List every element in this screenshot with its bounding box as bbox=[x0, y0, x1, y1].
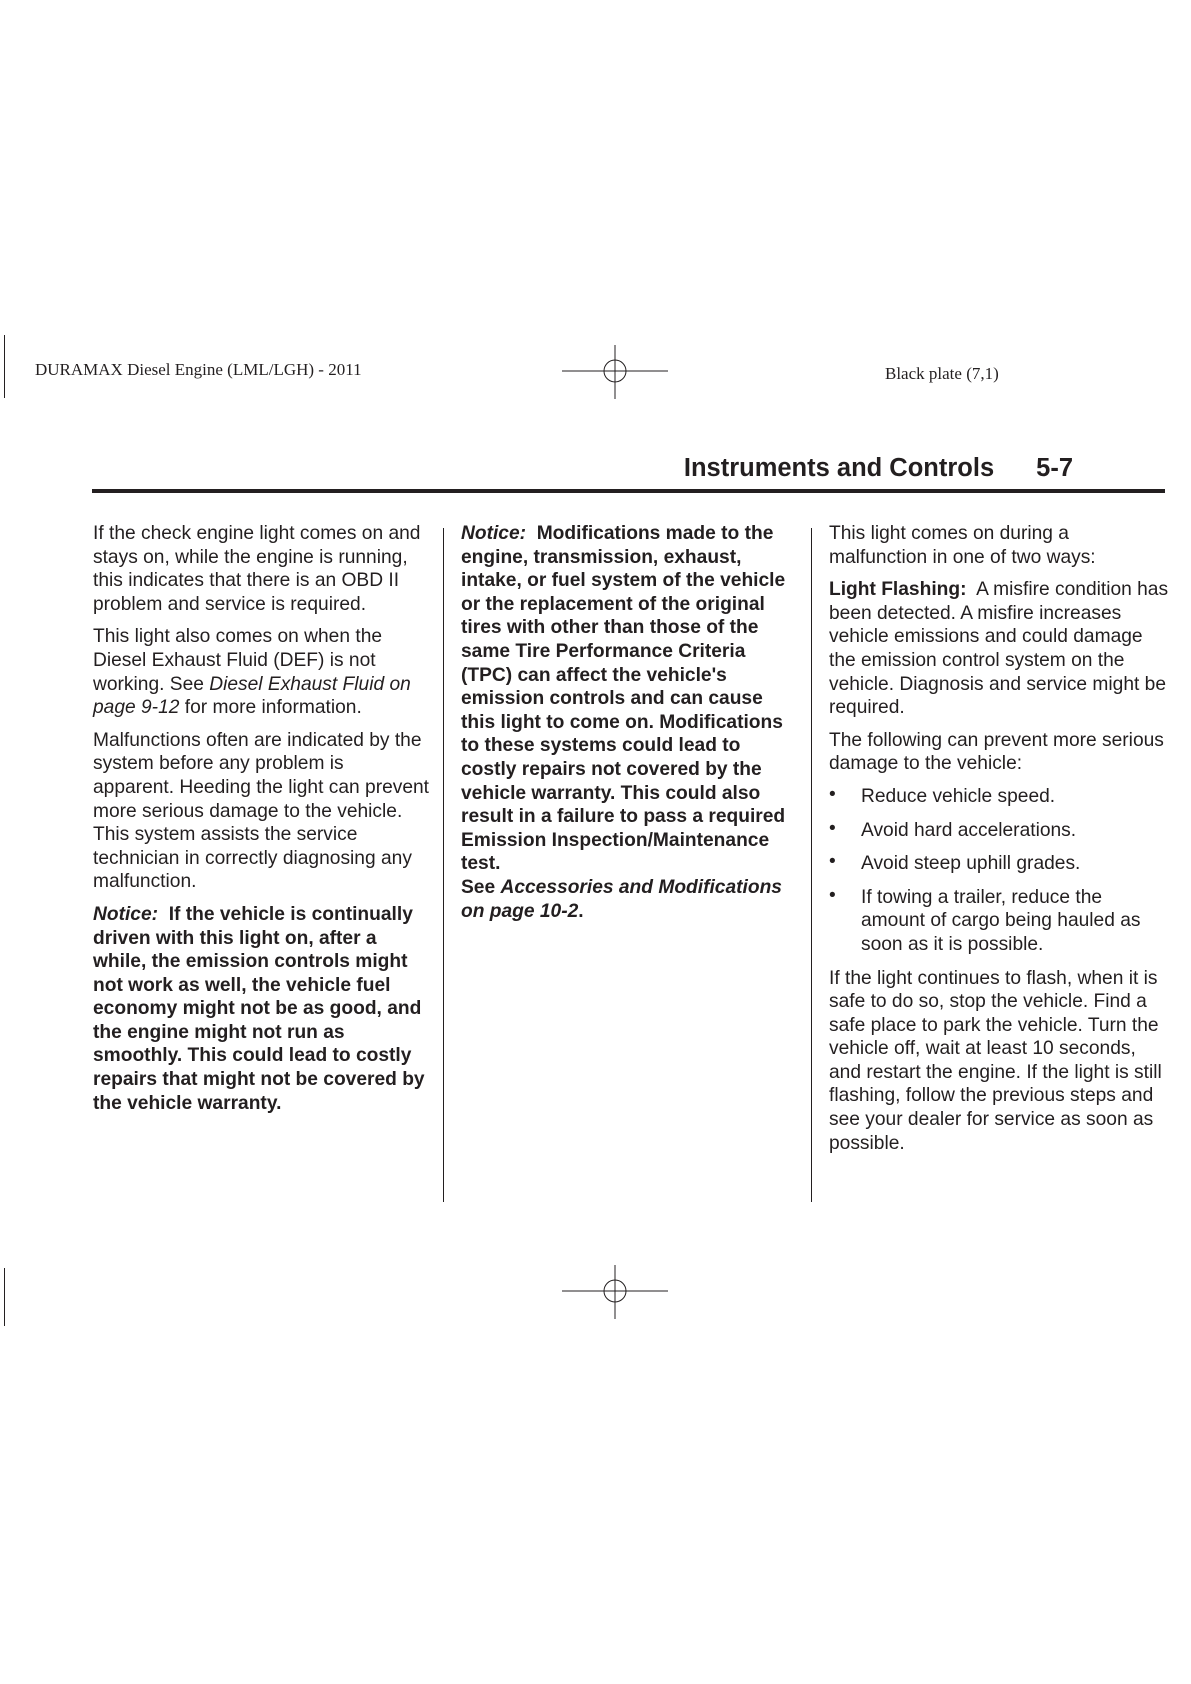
col2-notice: Notice: Modifications made to the engine, transmission, exhaust, intake, or fuel system of the vehicle or the replacement of the original tires with other than those of the same Tire Performance Criteria (TPC) can affect the vehicle's emission controls and can cause this light to come on. Modifications to these systems could lead to costly repairs not covered by the vehicle warranty. This could also result in a failure to pass a required Emission Inspection/Maintenance test. See Accessories and Modifications on page 10-2. bbox=[461, 523, 786, 922]
crop-mark-bottom-left bbox=[4, 1268, 5, 1326]
column-divider-2 bbox=[811, 528, 812, 1202]
col1-notice: Notice: If the vehicle is continually driven with this light on, after a while, the emission controls might not work as well, the vehicle fuel economy might not be as good, and the engine might not run as smoothly. This could lead to costly repairs that might not be covered by the vehicle warranty. bbox=[93, 903, 425, 1114]
notice-label: Notice: bbox=[93, 903, 159, 925]
plate-right-text: Black plate (7,1) bbox=[885, 364, 999, 383]
accessories-page-ref[interactable]: Accessories and Modifications on page 10-2 bbox=[461, 876, 782, 922]
list-item: • Reduce vehicle speed. bbox=[829, 783, 1056, 807]
light-flashing-label: Light Flashing: bbox=[829, 579, 967, 601]
list-item: • Avoid steep uphill grades. bbox=[829, 851, 1081, 875]
header-rule bbox=[92, 489, 1165, 493]
col1-paragraph-3: Malfunctions often are indicated by the system before any problem is apparent. Heeding the light can prevent more serious damage to the vehicle. This system assists the service technician in correctly diagnosing any malfunction. bbox=[93, 729, 430, 893]
bullet-icon: • bbox=[829, 884, 836, 906]
registration-mark-top bbox=[562, 345, 668, 399]
bullet-icon: • bbox=[829, 783, 836, 805]
plate-left-text: DURAMAX Diesel Engine (LML/LGH) - 2011 bbox=[35, 360, 362, 379]
section-title: Instruments and Controls bbox=[683, 454, 995, 482]
col3-light-flashing: Light Flashing: A misfire condition has been detected. A misfire increases vehicle emissions and could damage the emission control system on the vehicle. Diagnosis and service might be required. bbox=[829, 579, 1169, 719]
registration-mark-bottom bbox=[562, 1265, 668, 1319]
list-item: • If towing a trailer, reduce the amount of cargo being hauled as soon as it is possible. bbox=[829, 884, 1141, 955]
bullet-icon: • bbox=[829, 817, 836, 839]
def-page-ref[interactable]: Diesel Exhaust Fluid on page 9-12 bbox=[93, 673, 411, 719]
column-1 bbox=[93, 522, 429, 1124]
list-item: • Avoid hard accelerations. bbox=[829, 817, 1077, 841]
col3-paragraph-3: The following can prevent more serious damage to the vehicle: bbox=[829, 729, 1164, 775]
column-3 bbox=[829, 522, 1171, 1164]
column-divider-1 bbox=[443, 528, 444, 1202]
col3-paragraph-1: This light comes on during a malfunction in one of two ways: bbox=[829, 523, 1096, 568]
page-number: 5-7 bbox=[1036, 454, 1073, 482]
column-2 bbox=[461, 522, 801, 932]
col1-paragraph-2: This light also comes on when the Diesel Exhaust Fluid (DEF) is not working. See Diesel Exhaust Fluid on page 9-12 for more information. bbox=[93, 626, 411, 719]
bullet-icon: • bbox=[829, 851, 836, 873]
prevention-list bbox=[829, 785, 1171, 957]
col1-paragraph-1: If the check engine light comes on and stays on, while the engine is running, this indicates that there is an OBD II problem and service is required. bbox=[93, 523, 421, 615]
notice-label: Notice: bbox=[461, 523, 527, 544]
crop-mark-top-left bbox=[4, 335, 5, 398]
section-header bbox=[684, 454, 1073, 483]
col3-paragraph-4: If the light continues to flash, when it is safe to do so, stop the vehicle. Find a safe place to park the vehicle. Turn the vehicle off, wait at least 10 seconds, and restart the engine. If the light is still flashing, follow the previous steps and see your dealer for service as soon as possible. bbox=[829, 967, 1162, 1154]
